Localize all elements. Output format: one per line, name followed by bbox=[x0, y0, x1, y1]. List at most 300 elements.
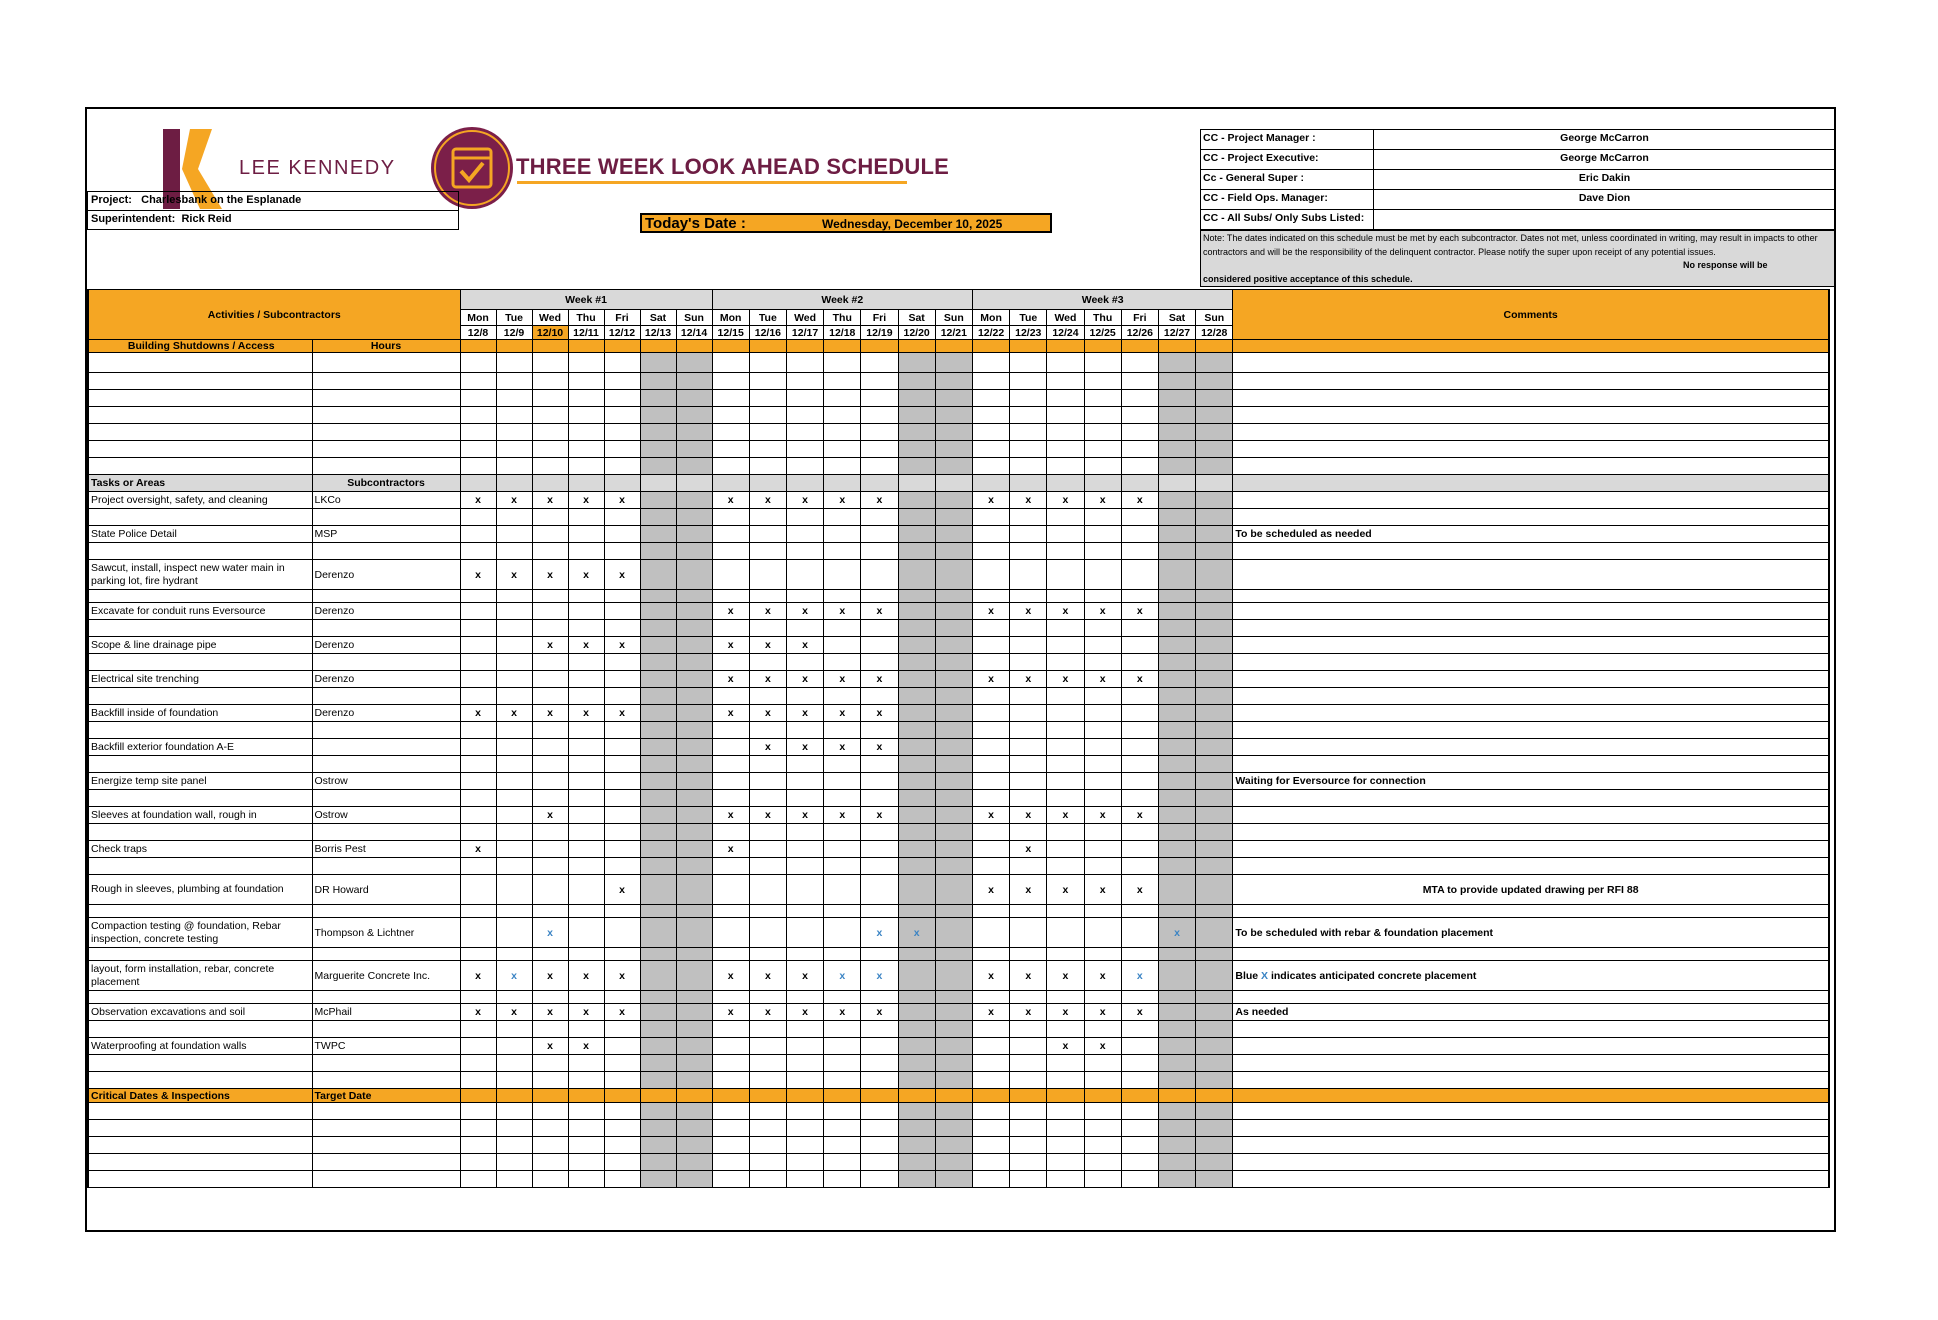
grid-cell bbox=[1196, 1089, 1233, 1103]
grid-cell bbox=[935, 475, 972, 492]
day-cell bbox=[604, 1072, 640, 1089]
day-cell bbox=[1010, 905, 1047, 918]
day-cell bbox=[568, 407, 604, 424]
day-cell bbox=[1196, 526, 1233, 543]
day-cell bbox=[604, 1171, 640, 1188]
day-cell bbox=[712, 654, 749, 671]
grid-cell bbox=[532, 475, 568, 492]
day-cell bbox=[568, 1103, 604, 1120]
day-cell bbox=[640, 948, 676, 961]
day-cell bbox=[972, 1120, 1009, 1137]
day-cell bbox=[935, 637, 972, 654]
sub-cell bbox=[312, 620, 460, 637]
grid-cell bbox=[1196, 340, 1233, 353]
grid-cell bbox=[604, 340, 640, 353]
day-cell bbox=[1084, 458, 1121, 475]
schedule-mark: x bbox=[861, 705, 898, 722]
day-cell bbox=[604, 441, 640, 458]
day-cell bbox=[532, 353, 568, 373]
day-cell bbox=[640, 1154, 676, 1171]
task-name: State Police Detail bbox=[88, 526, 312, 543]
date-header: 12/23 bbox=[1010, 326, 1047, 340]
grid-cell bbox=[786, 475, 823, 492]
day-cell bbox=[1084, 1154, 1121, 1171]
table-row bbox=[88, 340, 1829, 353]
day-cell bbox=[898, 603, 935, 620]
day-cell bbox=[1158, 526, 1195, 543]
day-cell bbox=[1010, 1055, 1047, 1072]
day-cell bbox=[972, 620, 1009, 637]
day-cell bbox=[1121, 458, 1158, 475]
task-cell bbox=[88, 373, 312, 390]
sub-cell bbox=[312, 790, 460, 807]
day-cell bbox=[749, 1137, 786, 1154]
day-cell bbox=[640, 1004, 676, 1021]
day-cell bbox=[749, 441, 786, 458]
day-cell bbox=[460, 390, 496, 407]
day-cell bbox=[1010, 637, 1047, 654]
comment-cell bbox=[1233, 722, 1829, 739]
day-cell bbox=[786, 1055, 823, 1072]
day-cell bbox=[1196, 1171, 1233, 1188]
schedule-mark: x bbox=[712, 671, 749, 688]
day-cell bbox=[568, 1072, 604, 1089]
grid-cell bbox=[532, 1089, 568, 1103]
day-cell bbox=[1158, 773, 1195, 790]
table-row bbox=[88, 492, 1829, 509]
day-cell bbox=[460, 773, 496, 790]
subcontractor: Borris Pest bbox=[312, 841, 460, 858]
grid-cell bbox=[1010, 1089, 1047, 1103]
table-row bbox=[88, 458, 1829, 475]
schedule-mark: x bbox=[972, 807, 1009, 824]
schedule-mark: x bbox=[1121, 603, 1158, 620]
schedule-mark: x bbox=[1121, 1004, 1158, 1021]
day-cell bbox=[786, 722, 823, 739]
grid-cell bbox=[604, 475, 640, 492]
day-cell bbox=[786, 1072, 823, 1089]
day-cell bbox=[1047, 739, 1084, 756]
day-cell bbox=[1196, 756, 1233, 773]
day-cell bbox=[1047, 407, 1084, 424]
schedule-mark: x bbox=[824, 492, 861, 509]
day-cell bbox=[532, 424, 568, 441]
day-cell bbox=[460, 526, 496, 543]
day-cell bbox=[1196, 1103, 1233, 1120]
day-cell bbox=[460, 353, 496, 373]
day-cell bbox=[712, 756, 749, 773]
day-cell bbox=[1010, 1137, 1047, 1154]
table-row bbox=[88, 543, 1829, 560]
day-cell bbox=[935, 603, 972, 620]
table-row bbox=[88, 918, 1829, 948]
schedule-mark: x bbox=[460, 1004, 496, 1021]
day-cell bbox=[1047, 1021, 1084, 1038]
day-cell bbox=[935, 390, 972, 407]
day-cell bbox=[1121, 948, 1158, 961]
table-row bbox=[88, 858, 1829, 875]
day-cell bbox=[1121, 790, 1158, 807]
comment-cell: Waiting for Eversource for connection bbox=[1233, 773, 1829, 790]
day-cell bbox=[676, 1137, 712, 1154]
day-cell bbox=[1010, 509, 1047, 526]
day-cell bbox=[640, 492, 676, 509]
date-header: 12/15 bbox=[712, 326, 749, 340]
cc-value: Dave Dion bbox=[1373, 189, 1836, 210]
day-cell bbox=[898, 841, 935, 858]
grid-cell bbox=[496, 340, 532, 353]
schedule-mark: x bbox=[1047, 1004, 1084, 1021]
day-cell bbox=[935, 991, 972, 1004]
comment-cell bbox=[1233, 373, 1829, 390]
day-cell bbox=[532, 1171, 568, 1188]
day-cell bbox=[1121, 1137, 1158, 1154]
schedule-mark: x bbox=[568, 637, 604, 654]
comment-cell bbox=[1233, 991, 1829, 1004]
schedule-mark: x bbox=[1084, 671, 1121, 688]
day-cell bbox=[824, 1038, 861, 1055]
day-header: Mon bbox=[460, 310, 496, 326]
table-row bbox=[88, 1072, 1829, 1089]
subcontractor: Marguerite Concrete Inc. bbox=[312, 961, 460, 991]
schedule-mark: x bbox=[786, 739, 823, 756]
schedule-mark: x bbox=[972, 1004, 1009, 1021]
day-cell bbox=[568, 373, 604, 390]
schedule-mark: x bbox=[712, 841, 749, 858]
grid-cell bbox=[568, 340, 604, 353]
day-cell bbox=[1084, 637, 1121, 654]
task-cell bbox=[88, 654, 312, 671]
day-cell bbox=[640, 961, 676, 991]
day-cell bbox=[1196, 1154, 1233, 1171]
day-cell bbox=[676, 1004, 712, 1021]
day-header: Sat bbox=[898, 310, 935, 326]
day-cell bbox=[460, 441, 496, 458]
date-header: 12/20 bbox=[898, 326, 935, 340]
comment-cell bbox=[1233, 340, 1829, 353]
table-row bbox=[88, 948, 1829, 961]
day-cell bbox=[604, 1055, 640, 1072]
schedule-mark: x bbox=[712, 1004, 749, 1021]
grid-cell bbox=[861, 475, 898, 492]
table-row bbox=[88, 424, 1829, 441]
schedule-mark: x bbox=[972, 671, 1009, 688]
day-cell bbox=[1196, 390, 1233, 407]
day-cell bbox=[824, 637, 861, 654]
table-row bbox=[88, 1055, 1829, 1072]
day-cell bbox=[568, 991, 604, 1004]
day-cell bbox=[861, 773, 898, 790]
table-row bbox=[88, 905, 1829, 918]
day-cell bbox=[496, 824, 532, 841]
day-cell bbox=[568, 722, 604, 739]
day-cell bbox=[1158, 722, 1195, 739]
day-cell bbox=[1196, 620, 1233, 637]
day-cell bbox=[1047, 688, 1084, 705]
comment-cell bbox=[1233, 1089, 1829, 1103]
sub-cell bbox=[312, 441, 460, 458]
day-cell bbox=[898, 1103, 935, 1120]
day-cell bbox=[749, 620, 786, 637]
comment-cell bbox=[1233, 390, 1829, 407]
day-cell bbox=[786, 875, 823, 905]
day-cell bbox=[1084, 353, 1121, 373]
day-cell bbox=[1158, 705, 1195, 722]
task-name: Sleeves at foundation wall, rough in bbox=[88, 807, 312, 824]
day-cell bbox=[861, 1072, 898, 1089]
day-cell bbox=[1047, 1120, 1084, 1137]
day-cell bbox=[786, 756, 823, 773]
day-cell bbox=[1196, 353, 1233, 373]
day-cell bbox=[749, 773, 786, 790]
day-cell bbox=[935, 1103, 972, 1120]
day-cell bbox=[532, 905, 568, 918]
day-cell bbox=[460, 1171, 496, 1188]
day-cell bbox=[496, 590, 532, 603]
day-cell bbox=[1010, 1103, 1047, 1120]
task-cell bbox=[88, 1103, 312, 1120]
day-cell bbox=[898, 688, 935, 705]
day-cell bbox=[824, 526, 861, 543]
day-cell bbox=[676, 1154, 712, 1171]
schedule-mark: x bbox=[749, 705, 786, 722]
comment-cell bbox=[1233, 458, 1829, 475]
cc-value: George McCarron bbox=[1373, 129, 1836, 150]
table-row bbox=[88, 1154, 1829, 1171]
day-header: Sun bbox=[1196, 310, 1233, 326]
day-cell bbox=[898, 637, 935, 654]
day-cell bbox=[935, 858, 972, 875]
day-cell bbox=[532, 739, 568, 756]
day-cell bbox=[1047, 373, 1084, 390]
day-cell bbox=[1196, 961, 1233, 991]
day-cell bbox=[1158, 373, 1195, 390]
day-cell bbox=[676, 509, 712, 526]
day-cell bbox=[712, 1171, 749, 1188]
day-cell bbox=[1196, 671, 1233, 688]
day-cell bbox=[676, 390, 712, 407]
project-box bbox=[87, 191, 459, 211]
day-cell bbox=[749, 918, 786, 948]
section-subtitle: Target Date bbox=[312, 1089, 460, 1103]
sub-cell bbox=[312, 1137, 460, 1154]
table-row bbox=[88, 1004, 1829, 1021]
task-cell bbox=[88, 509, 312, 526]
day-cell bbox=[1084, 543, 1121, 560]
schedule-mark: x bbox=[460, 560, 496, 590]
day-cell bbox=[604, 790, 640, 807]
day-cell bbox=[861, 543, 898, 560]
day-cell bbox=[676, 905, 712, 918]
day-cell bbox=[604, 1038, 640, 1055]
day-cell bbox=[640, 424, 676, 441]
date-header: 12/17 bbox=[786, 326, 823, 340]
grid-cell bbox=[640, 1089, 676, 1103]
task-name: Project oversight, safety, and cleaning bbox=[88, 492, 312, 509]
comment-cell bbox=[1233, 620, 1829, 637]
schedule-mark: x bbox=[532, 1038, 568, 1055]
day-cell bbox=[1158, 1171, 1195, 1188]
day-cell bbox=[1010, 373, 1047, 390]
day-cell bbox=[898, 991, 935, 1004]
day-cell bbox=[460, 590, 496, 603]
day-cell bbox=[898, 705, 935, 722]
comment-cell bbox=[1233, 1055, 1829, 1072]
task-cell bbox=[88, 590, 312, 603]
day-header: Tue bbox=[749, 310, 786, 326]
day-cell bbox=[1047, 458, 1084, 475]
schedule-title: THREE WEEK LOOK AHEAD SCHEDULE bbox=[516, 154, 949, 179]
day-cell bbox=[935, 492, 972, 509]
day-cell bbox=[532, 1021, 568, 1038]
task-cell bbox=[88, 948, 312, 961]
day-cell bbox=[532, 841, 568, 858]
day-cell bbox=[861, 353, 898, 373]
day-cell bbox=[604, 671, 640, 688]
day-cell bbox=[824, 858, 861, 875]
today-label: Today's Date : bbox=[645, 215, 746, 232]
day-cell bbox=[861, 991, 898, 1004]
day-cell bbox=[1010, 790, 1047, 807]
day-cell bbox=[786, 1038, 823, 1055]
sub-cell bbox=[312, 390, 460, 407]
table-row bbox=[88, 441, 1829, 458]
day-cell bbox=[604, 1137, 640, 1154]
day-cell bbox=[1196, 373, 1233, 390]
day-cell bbox=[898, 961, 935, 991]
grid-cell bbox=[935, 340, 972, 353]
day-cell bbox=[935, 961, 972, 991]
day-cell bbox=[898, 654, 935, 671]
schedule-mark: x bbox=[824, 1004, 861, 1021]
day-cell bbox=[1158, 824, 1195, 841]
day-cell bbox=[786, 991, 823, 1004]
schedule-mark: x bbox=[604, 1004, 640, 1021]
day-cell bbox=[460, 543, 496, 560]
schedule-mark: x bbox=[749, 739, 786, 756]
subcontractor: Derenzo bbox=[312, 603, 460, 620]
day-cell bbox=[712, 526, 749, 543]
day-cell bbox=[786, 390, 823, 407]
cc-label: CC - Field Ops. Manager: bbox=[1200, 189, 1374, 210]
day-cell bbox=[676, 407, 712, 424]
day-cell bbox=[824, 756, 861, 773]
day-cell bbox=[972, 1038, 1009, 1055]
day-cell bbox=[568, 739, 604, 756]
day-cell bbox=[935, 739, 972, 756]
day-cell bbox=[898, 441, 935, 458]
table-row bbox=[88, 560, 1829, 590]
day-cell bbox=[712, 1038, 749, 1055]
day-cell bbox=[532, 875, 568, 905]
day-cell bbox=[460, 905, 496, 918]
day-cell bbox=[824, 441, 861, 458]
day-cell bbox=[1158, 756, 1195, 773]
project-value: Charlesbank on the Esplanade bbox=[141, 194, 302, 206]
day-cell bbox=[604, 1103, 640, 1120]
day-cell bbox=[749, 1120, 786, 1137]
sub-cell bbox=[312, 858, 460, 875]
day-cell bbox=[1084, 824, 1121, 841]
table-row bbox=[88, 773, 1829, 790]
day-cell bbox=[786, 654, 823, 671]
day-cell bbox=[640, 620, 676, 637]
schedule-mark: x bbox=[861, 1004, 898, 1021]
day-cell bbox=[604, 841, 640, 858]
comment-cell bbox=[1233, 739, 1829, 756]
day-cell bbox=[935, 722, 972, 739]
day-cell bbox=[496, 948, 532, 961]
day-cell bbox=[786, 948, 823, 961]
day-cell bbox=[460, 1021, 496, 1038]
day-cell bbox=[568, 773, 604, 790]
day-cell bbox=[935, 1120, 972, 1137]
day-cell bbox=[568, 543, 604, 560]
comment-cell bbox=[1233, 807, 1829, 824]
task-name: layout, form installation, rebar, concrete placement bbox=[88, 961, 312, 991]
schedule-mark: x bbox=[1047, 671, 1084, 688]
schedule-mark: x bbox=[568, 560, 604, 590]
day-cell bbox=[496, 722, 532, 739]
day-cell bbox=[640, 1171, 676, 1188]
schedule-mark: x bbox=[1084, 875, 1121, 905]
day-cell bbox=[749, 875, 786, 905]
day-cell bbox=[712, 407, 749, 424]
day-cell bbox=[1010, 722, 1047, 739]
task-name: Scope & line drainage pipe bbox=[88, 637, 312, 654]
day-cell bbox=[898, 722, 935, 739]
table-row bbox=[88, 603, 1829, 620]
day-cell bbox=[1084, 790, 1121, 807]
day-cell bbox=[568, 905, 604, 918]
day-cell bbox=[861, 841, 898, 858]
comment-cell: As needed bbox=[1233, 1004, 1829, 1021]
day-cell bbox=[496, 620, 532, 637]
task-name: Waterproofing at foundation walls bbox=[88, 1038, 312, 1055]
day-cell bbox=[861, 424, 898, 441]
day-header: Thu bbox=[568, 310, 604, 326]
day-cell bbox=[460, 739, 496, 756]
day-cell bbox=[824, 543, 861, 560]
table-row bbox=[88, 722, 1829, 739]
schedule-mark: x bbox=[532, 1004, 568, 1021]
day-cell bbox=[749, 756, 786, 773]
schedule-mark: x bbox=[1084, 807, 1121, 824]
day-cell bbox=[824, 1055, 861, 1072]
sub-cell bbox=[312, 688, 460, 705]
day-cell bbox=[1121, 1171, 1158, 1188]
day-cell bbox=[861, 905, 898, 918]
schedule-mark: x bbox=[496, 705, 532, 722]
day-cell bbox=[1196, 603, 1233, 620]
day-cell bbox=[861, 458, 898, 475]
comment-cell bbox=[1233, 1021, 1829, 1038]
day-cell bbox=[676, 875, 712, 905]
day-cell bbox=[496, 373, 532, 390]
comment-cell: MTA to provide updated drawing per RFI 88 bbox=[1233, 875, 1829, 905]
day-cell bbox=[898, 948, 935, 961]
day-cell bbox=[749, 1038, 786, 1055]
day-cell bbox=[1010, 390, 1047, 407]
day-cell bbox=[786, 543, 823, 560]
day-cell bbox=[532, 991, 568, 1004]
day-cell bbox=[1121, 841, 1158, 858]
day-cell bbox=[604, 458, 640, 475]
table-row bbox=[88, 991, 1829, 1004]
grid-cell bbox=[1084, 475, 1121, 492]
day-cell bbox=[604, 543, 640, 560]
day-cell bbox=[1196, 705, 1233, 722]
